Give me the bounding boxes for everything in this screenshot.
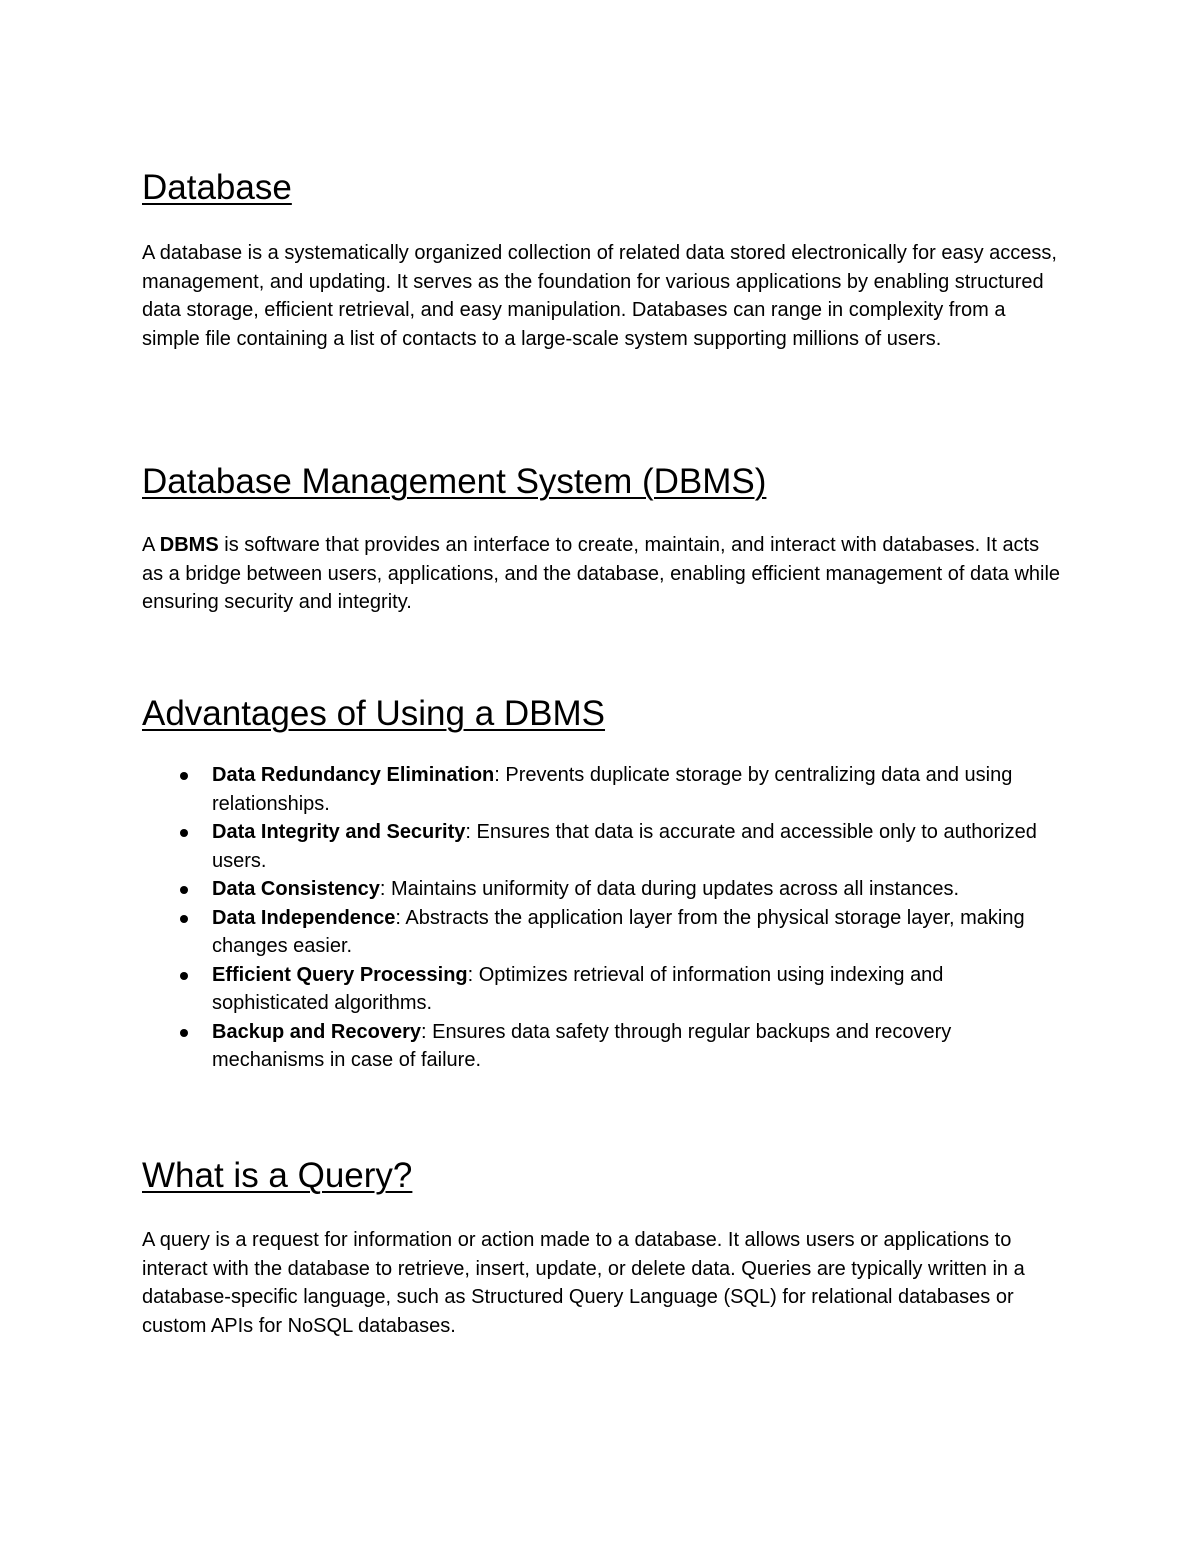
bullet-icon xyxy=(180,1029,188,1037)
item-term: Backup and Recovery xyxy=(212,1020,421,1043)
list-item xyxy=(142,875,1062,904)
item-text: : Ensures that data is accurate and accessible only to authorized users. xyxy=(212,821,1037,872)
paragraph-database: A database is a systematically organized collection of related data stored electronically for easy access, management, and updating. It serves as the foundation for various applications by enabling structured data storage, efficient retrieval, and easy manipulation. Databases can range in complexity from a simple file containing a list of contacts to a large-scale system supporting millions of users. xyxy=(142,242,1057,350)
item-term: Data Independence xyxy=(212,906,396,929)
list-item xyxy=(142,904,1062,961)
paragraph-query: A query is a request for information or action made to a database. It allows users or applications to interact with the database to retrieve, insert, update, or delete data. Queries are typically written in a database-specific language, such as Structured Query Language (SQL) for relational databases or custom APIs for NoSQL databases. xyxy=(142,1229,1025,1337)
item-text: : Ensures data safety through regular backups and recovery mechanisms in case of failure. xyxy=(212,1020,952,1071)
item-text: : Maintains uniformity of data during updates across all instances. xyxy=(379,878,960,900)
bullet-icon xyxy=(180,829,188,837)
dbms-rest: is software that provides an interface to create, maintain, and interact with databases. It acts as a bridge between users, applications, and the database, enabling efficient management of data while ensuring security and integrity. xyxy=(142,534,1061,613)
paragraph-dbms xyxy=(142,531,1062,617)
bullet-icon xyxy=(180,972,188,980)
advantages-list xyxy=(142,761,1062,1075)
bullet-icon xyxy=(180,886,188,894)
list-item xyxy=(142,1018,1062,1075)
item-text: : Abstracts the application layer from the physical storage layer, making changes easier. xyxy=(212,906,1025,957)
heading-advantages: Advantages of Using a DBMS xyxy=(142,694,606,733)
bullet-icon xyxy=(180,915,188,923)
list-item xyxy=(142,961,1062,1018)
item-term: Data Consistency xyxy=(212,878,380,900)
item-text: : Optimizes retrieval of information using indexing and sophisticated algorithms. xyxy=(212,963,944,1014)
heading-database: Database xyxy=(142,168,292,207)
heading-dbms: Database Management System (DBMS) xyxy=(142,462,767,501)
list-item xyxy=(142,818,1062,875)
list-item xyxy=(142,761,1062,818)
item-term: Data Redundancy Elimination xyxy=(212,764,495,786)
item-text: : Prevents duplicate storage by centralizing data and using relationships. xyxy=(212,764,1013,815)
bullet-icon xyxy=(180,772,188,780)
item-term: Efficient Query Processing xyxy=(212,963,468,986)
heading-query: What is a Query? xyxy=(142,1156,413,1195)
dbms-prefix: A xyxy=(142,534,160,556)
item-term: Data Integrity and Security xyxy=(212,821,466,843)
dbms-term: DBMS xyxy=(159,534,219,556)
